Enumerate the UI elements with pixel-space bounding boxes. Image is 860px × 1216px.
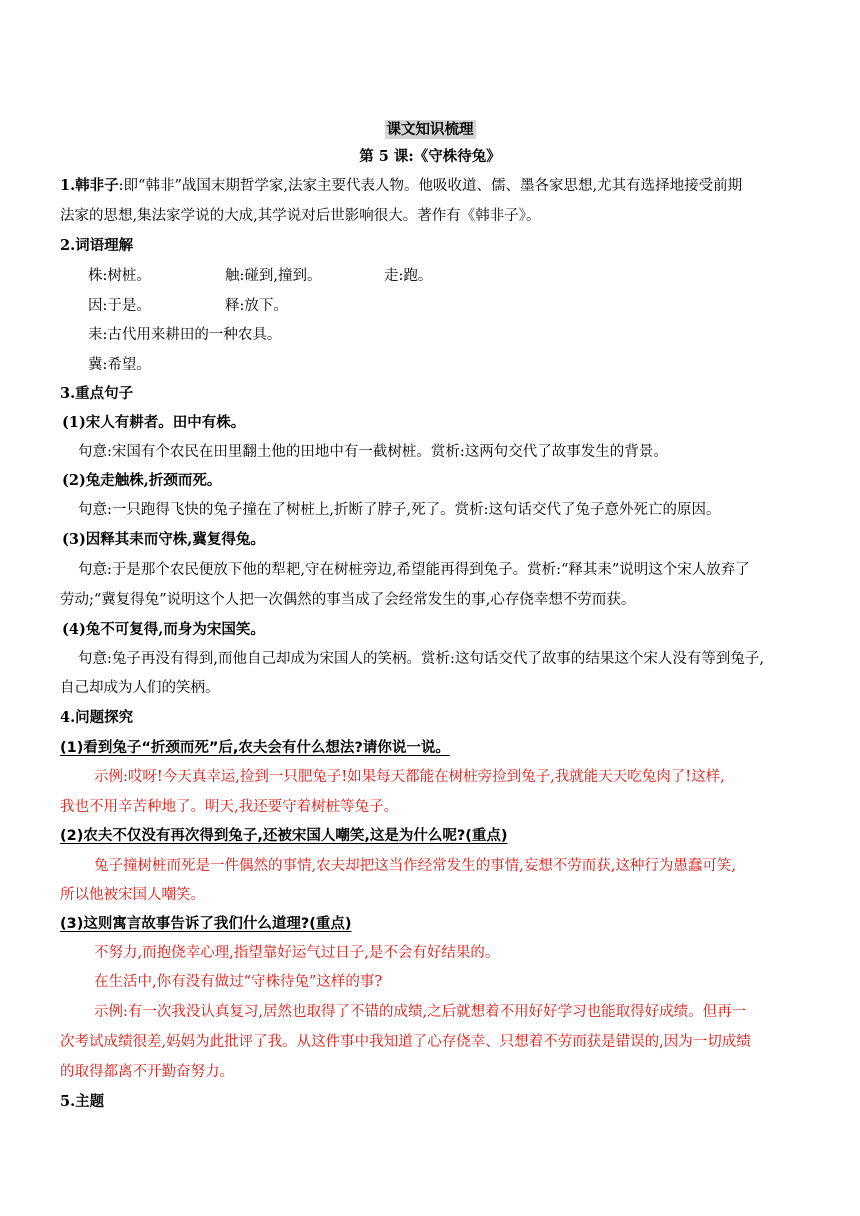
key-sentence-2: (2)兔走触株,折颈而死。 [62, 472, 222, 489]
key-sentence-1: (1)宋人有耕者。田中有株。 [62, 414, 246, 431]
vocab-item: 株:树桩。 [88, 268, 151, 284]
vocab-item: 走:跑。 [384, 268, 433, 284]
key-sentence-3-explanation-cont: 劳动;“冀复得兔”说明这个人把一次偶然的事当成了会经常发生的事,心存侥幸想不劳而获。 [60, 592, 636, 608]
answer-3-line-4: 次考试成绩很差,妈妈为此批评了我。从这件事中我知道了心存侥幸、只想着不劳而获是错误的,因为一切成绩 [60, 1034, 751, 1050]
question-3: (3)这则寓言故事告诉了我们什么道理?(重点) [60, 916, 352, 932]
title-highlight: 课文知识梳理 [386, 121, 474, 138]
answer-3-line-5: 的取得都离不开勤奋努力。 [60, 1064, 234, 1080]
question-1: (1)看到兔子“折颈而死”后,农夫会有什么想法?请你说一说。 [60, 740, 450, 756]
section-3-heading: 3.重点句子 [60, 385, 134, 402]
vocab-item: 耒:古代用来耕田的一种农具。 [88, 327, 282, 343]
key-sentence-1-explanation: 句意:宋国有个农民在田里翻土他的田地中有一截树桩。赏析:这两句交代了故事发生的背景。 [78, 444, 668, 460]
section-4-heading: 4.问题探究 [60, 709, 134, 726]
answer-1-line-1: 示例:哎呀!今天真幸运,捡到一只肥兔子!如果每天都能在树桩旁捡到兔子,我就能天天吃兔肉了!这样, [94, 769, 725, 785]
key-sentence-4: (4)兔不可复得,而身为宋国笑。 [62, 621, 265, 638]
key-sentence-2-explanation: 句意:一只跑得飞快的兔子撞在了树桩上,折断了脖子,死了。赏析:这句话交代了兔子意外死亡的原因。 [78, 502, 721, 518]
section-1-text-1: :即“韩非”战国末期哲学家,法家主要代表人物。他吸收道、儒、墨各家思想,尤其有选择地接受前期 [118, 178, 743, 194]
document-title [0, 120, 860, 140]
key-sentence-3-explanation: 句意:于是那个农民便放下他的犁耙,守在树桩旁边,希望能再得到兔子。赏析:“释其耒”说明这个宋人放弃了 [78, 562, 750, 578]
section-2-heading: 2.词语理解 [60, 237, 134, 254]
key-sentence-4-explanation-cont: 自己却成为人们的笑柄。 [60, 680, 220, 696]
answer-3-line-1: 不努力,而抱侥幸心理,指望靠好运气过日子,是不会有好结果的。 [94, 945, 500, 961]
answer-2-line-2: 所以他被宋国人嘲笑。 [60, 887, 205, 903]
answer-2-line-1: 兔子撞树桩而死是一件偶然的事情,农夫却把这当作经常发生的事情,妄想不劳而获,这种行为愚蠢可笑, [94, 858, 736, 874]
key-sentence-3: (3)因释其耒而守株,冀复得兔。 [62, 531, 265, 548]
vocab-item: 因:于是。 [88, 298, 151, 314]
question-2: (2)农夫不仅没有再次得到兔子,还被宋国人嘲笑,这是为什么呢?(重点) [60, 828, 508, 844]
answer-3-line-2: 在生活中,你有没有做过“守株待兔”这样的事? [94, 974, 383, 990]
section-1-label: 1.韩非子 [60, 177, 119, 194]
lesson-title: 第 5 课:《守株待兔》 [359, 148, 501, 165]
section-1-line-2: 法家的思想,集法家学说的大成,其学说对后世影响很大。著作有《韩非子》。 [60, 208, 541, 224]
section-5-heading: 5.主题 [60, 1093, 105, 1110]
vocab-item: 释:放下。 [225, 298, 288, 314]
key-sentence-4-explanation: 句意:兔子再没有得到,而他自己却成为宋国人的笑柄。赏析:这句话交代了故事的结果这个宋人没有等到兔子, [78, 651, 764, 667]
answer-3-line-3: 示例:有一次我没认真复习,居然也取得了不错的成绩,之后就想着不用好好学习也能取得好成绩。但再一 [94, 1004, 747, 1020]
vocab-item: 触:碰到,撞到。 [225, 268, 322, 284]
section-1-line-1 [60, 176, 742, 196]
answer-1-line-2: 我也不用辛苦种地了。明天,我还要守着树桩等兔子。 [60, 799, 399, 815]
vocab-item: 冀:希望。 [88, 357, 151, 373]
